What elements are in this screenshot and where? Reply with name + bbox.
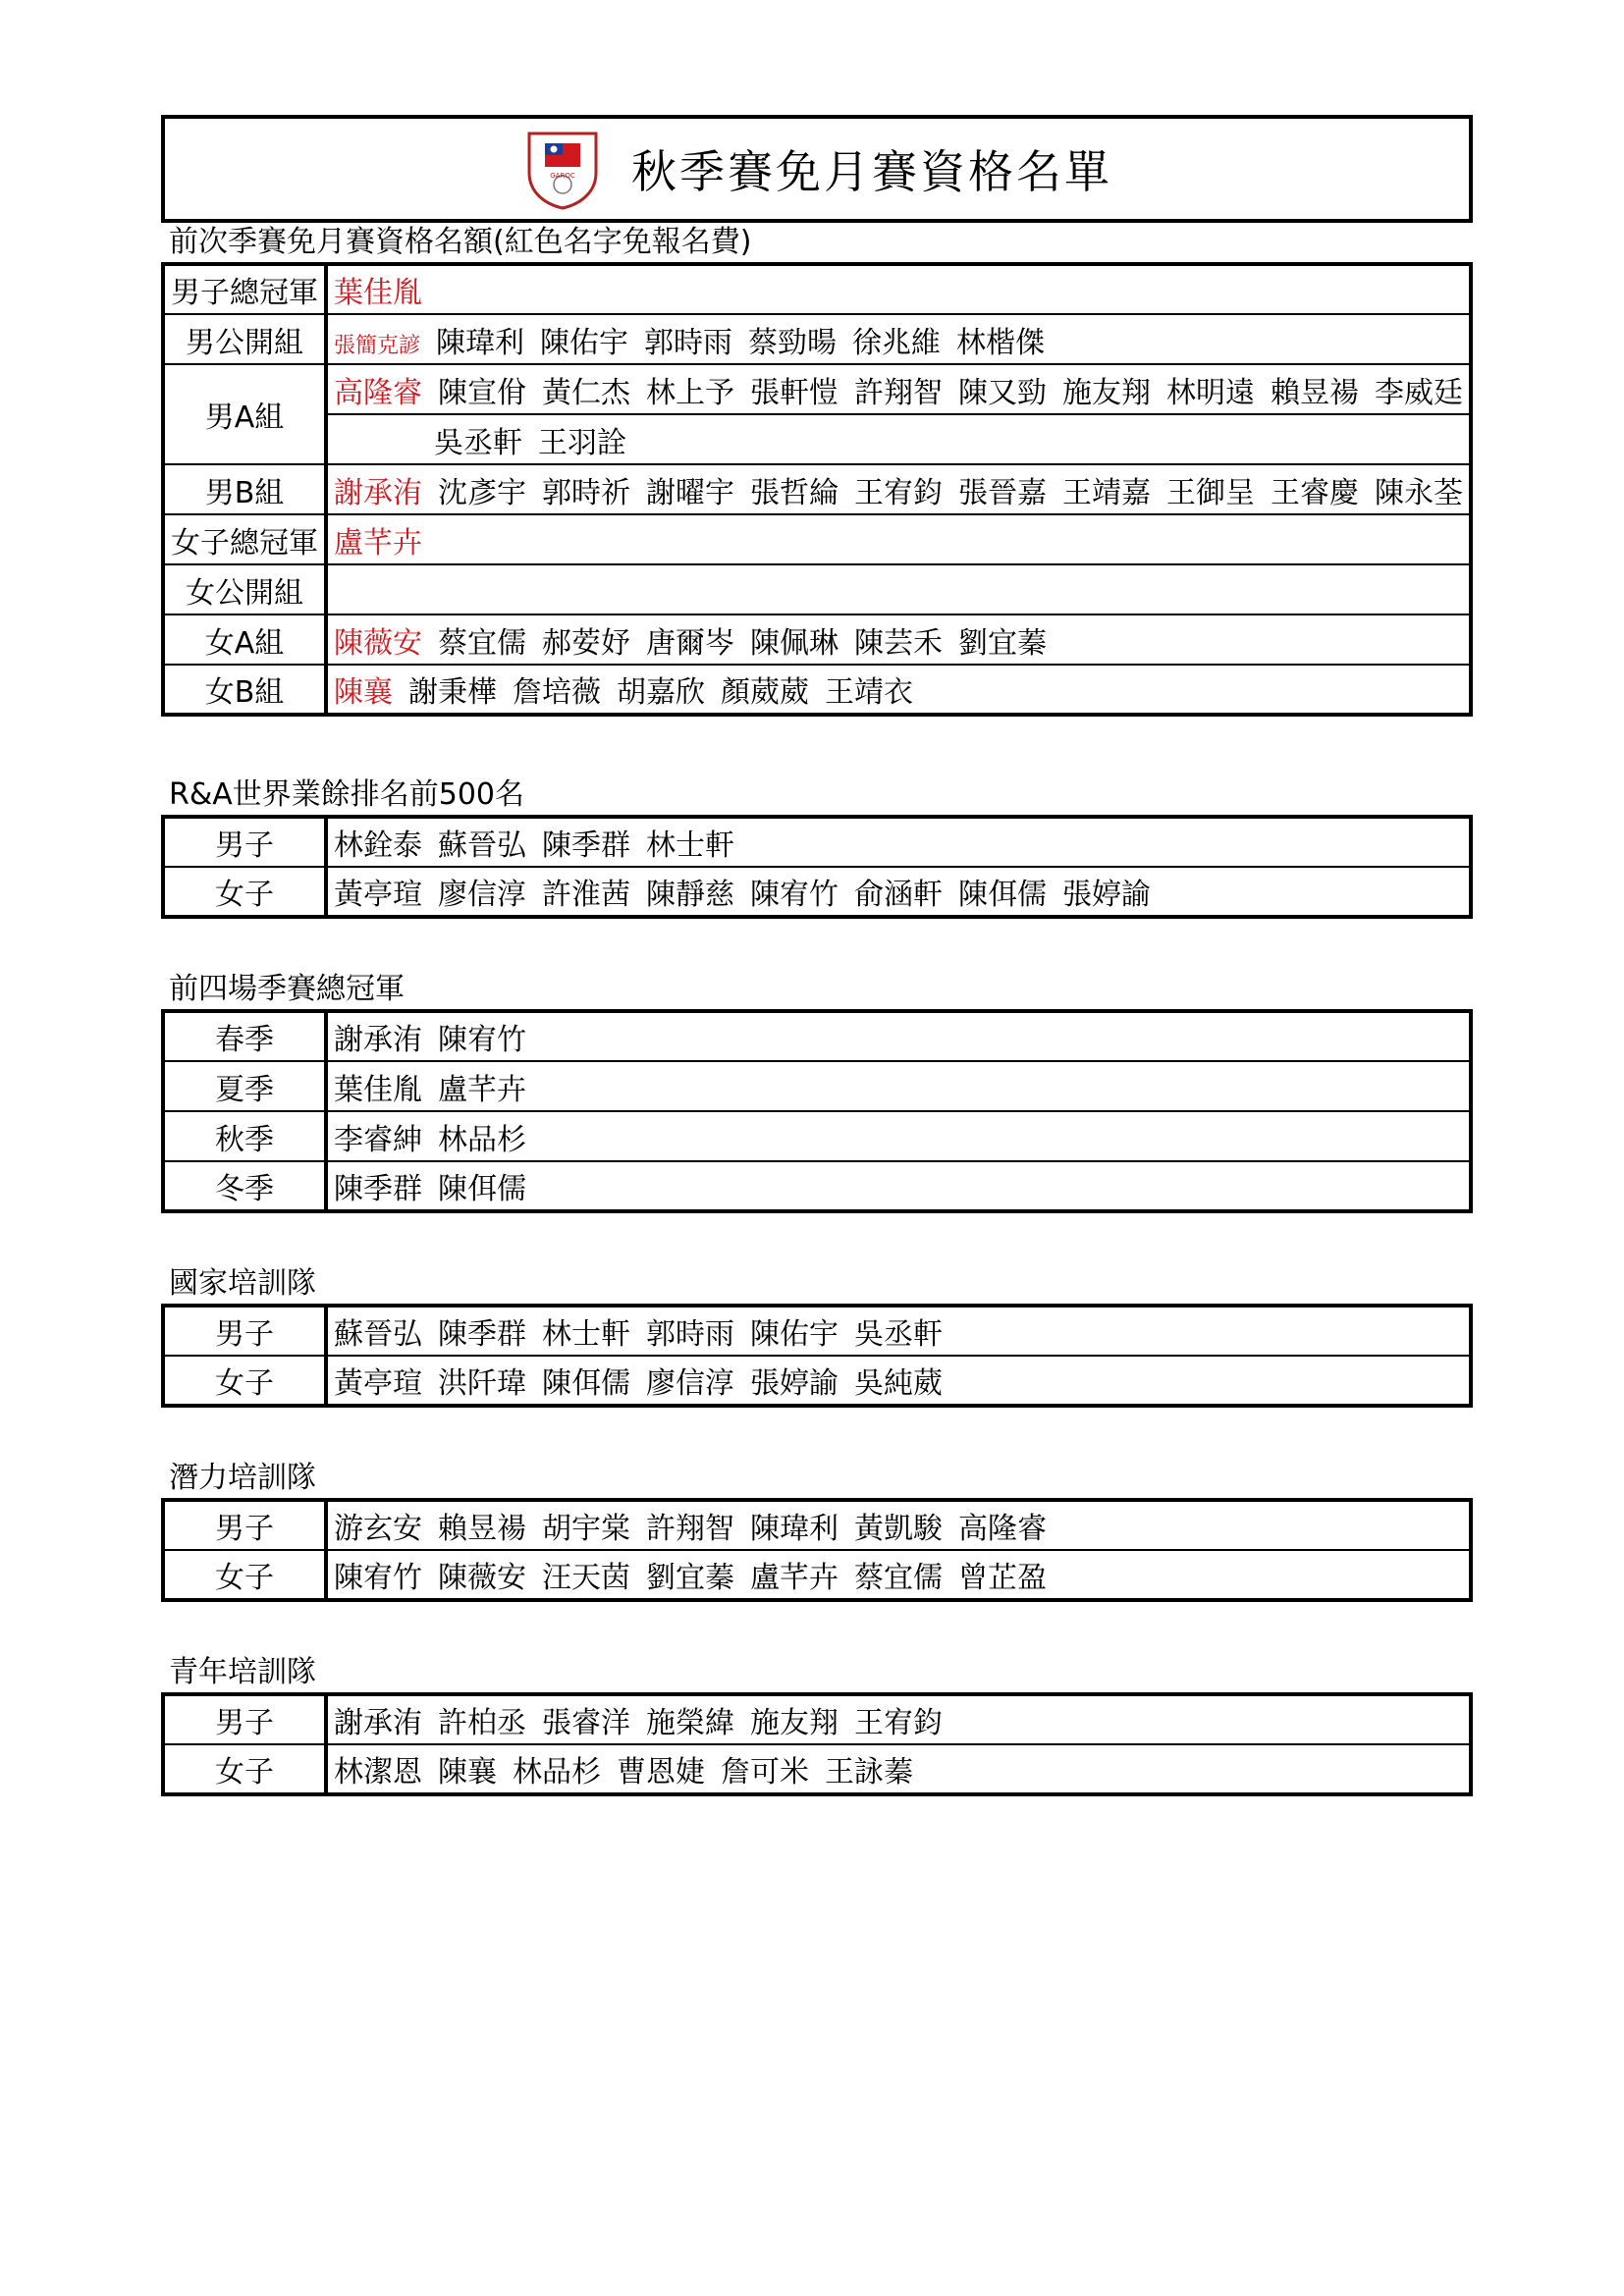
- player-name: 詹可米: [721, 1755, 809, 1789]
- category-cell: 男公開組: [163, 314, 326, 364]
- player-name: 詹培薇: [513, 675, 601, 710]
- table-row: [163, 564, 1471, 614]
- player-name: 林明遠: [1166, 375, 1255, 410]
- player-name: 林品杉: [438, 1122, 526, 1157]
- player-name: 王詠蓁: [825, 1755, 913, 1789]
- player-name: 林士軒: [646, 828, 734, 863]
- section-spacer: [161, 1213, 1473, 1264]
- player-name: 蔡宜儒: [854, 1561, 943, 1595]
- table-row: [163, 364, 1471, 414]
- player-name: 張簡克諺: [334, 333, 421, 358]
- player-name: 徐兆維: [852, 325, 942, 360]
- names-cell: [326, 1500, 1471, 1550]
- player-name: 張軒愷: [750, 375, 839, 410]
- player-name: 盧芊卉: [438, 1072, 526, 1107]
- player-name: 郝荌妤: [542, 625, 630, 661]
- player-name: 許柏丞: [438, 1706, 526, 1740]
- table-row: [163, 1061, 1471, 1111]
- table-row: [163, 1500, 1471, 1550]
- table-row: [163, 1011, 1471, 1061]
- player-name: 施友翔: [750, 1706, 839, 1740]
- qualification-table: [161, 1304, 1473, 1408]
- player-name: 陳襄: [334, 675, 393, 710]
- section-caption: 前四場季賽總冠軍: [169, 972, 405, 1006]
- player-name: 王睿慶: [1271, 475, 1359, 510]
- qualification-table: [161, 815, 1473, 919]
- player-name: 陳芸禾: [854, 625, 943, 661]
- section-caption: 潛力培訓隊: [169, 1461, 316, 1495]
- category-cell: 夏季: [163, 1061, 326, 1111]
- garoc-logo-icon: [521, 128, 604, 210]
- category-cell: 女B組: [163, 665, 326, 715]
- category-cell: 秋季: [163, 1111, 326, 1161]
- player-name: 劉宜蓁: [958, 625, 1047, 661]
- table-row: [163, 1111, 1471, 1161]
- player-name: 葉佳胤: [334, 276, 422, 310]
- player-name: 陳佴儒: [958, 878, 1047, 912]
- names-cell: [326, 1356, 1471, 1406]
- player-name: 謝承洧: [334, 1706, 422, 1740]
- player-name: 張婷諭: [750, 1366, 839, 1401]
- player-name: 謝曜宇: [646, 475, 734, 510]
- names-cell: [326, 1011, 1471, 1061]
- table-row: [163, 1744, 1471, 1794]
- player-name: 蘇晉弘: [334, 1317, 422, 1352]
- table-row: [163, 614, 1471, 665]
- player-name: 賴昱禓: [438, 1512, 526, 1546]
- table-row: [163, 414, 1471, 464]
- player-name: 張睿洋: [542, 1706, 630, 1740]
- title-banner: [161, 115, 1473, 223]
- player-name: 陳佴儒: [438, 1172, 526, 1206]
- player-name: 陳佑宇: [540, 325, 629, 360]
- player-name: 王靖嘉: [1062, 475, 1151, 510]
- names-cell: [326, 1161, 1471, 1211]
- player-name: 洪阡瑋: [438, 1366, 526, 1401]
- player-name: 張晉嘉: [958, 475, 1047, 510]
- qualification-table: [161, 1498, 1473, 1602]
- names-cell: [326, 364, 1471, 414]
- category-cell: 男A組: [163, 364, 326, 464]
- names-cell: [326, 1061, 1471, 1111]
- logo-lettering: GAROC: [550, 172, 575, 180]
- section-spacer: [161, 1602, 1473, 1653]
- player-name: 賴昱禓: [1271, 375, 1359, 410]
- player-name: 林士軒: [542, 1317, 630, 1352]
- table-row: [163, 1694, 1471, 1744]
- player-name: 俞涵軒: [854, 878, 943, 912]
- player-name: 蔡勁暘: [748, 325, 838, 360]
- player-name: 謝承洧: [334, 1023, 422, 1057]
- player-name: 陳季群: [334, 1172, 422, 1206]
- category-cell: 男子: [163, 817, 326, 867]
- player-name: 陳季群: [542, 828, 630, 863]
- table-row: [163, 264, 1471, 314]
- player-name: 盧芊卉: [750, 1561, 839, 1595]
- table-row: [163, 867, 1471, 917]
- table-row: [163, 514, 1471, 564]
- player-name: 施友翔: [1062, 375, 1151, 410]
- player-name: 許翔智: [646, 1512, 734, 1546]
- page-title: 秋季賽免月賽資格名單: [631, 145, 1112, 198]
- player-name: 黃亭瑄: [334, 1366, 422, 1401]
- category-cell: 女子: [163, 1356, 326, 1406]
- player-name: 廖信淳: [438, 878, 526, 912]
- category-cell: 女A組: [163, 614, 326, 665]
- names-cell: [326, 1744, 1471, 1794]
- player-name: 郭時祈: [542, 475, 630, 510]
- player-name: 胡宇棠: [542, 1512, 630, 1546]
- names-cell: [326, 817, 1471, 867]
- section-caption: 青年培訓隊: [169, 1655, 316, 1689]
- player-name: 陳薇安: [334, 625, 422, 661]
- player-name: 陳又勁: [958, 375, 1047, 410]
- category-cell: 男子: [163, 1694, 326, 1744]
- qualification-table: [161, 1009, 1473, 1213]
- category-cell: 男子: [163, 1500, 326, 1550]
- player-name: 林上予: [646, 375, 734, 410]
- names-cell: [326, 1111, 1471, 1161]
- names-cell: [326, 314, 1471, 364]
- player-name: 陳佴儒: [542, 1366, 630, 1401]
- player-name: 陳瑋利: [436, 325, 525, 360]
- names-cell: [326, 264, 1471, 314]
- names-cell: [326, 514, 1471, 564]
- section-caption: 國家培訓隊: [169, 1266, 316, 1301]
- player-name: 陳佑宇: [750, 1317, 839, 1352]
- player-name: 曾芷盈: [958, 1561, 1047, 1595]
- qualification-table: [161, 262, 1473, 717]
- table-row: [163, 1161, 1471, 1211]
- player-name: 曹恩婕: [617, 1755, 705, 1789]
- category-cell: 春季: [163, 1011, 326, 1061]
- player-name: 陳永荃: [1375, 475, 1463, 510]
- section-spacer: [161, 717, 1473, 775]
- category-cell: 女子: [163, 1744, 326, 1794]
- player-name: 張婷諭: [1062, 878, 1151, 912]
- names-cell: [326, 1694, 1471, 1744]
- names-cell: [326, 1550, 1471, 1600]
- player-name: 王宥鈞: [854, 1706, 943, 1740]
- player-name: 王御呈: [1166, 475, 1255, 510]
- player-name: 劉宜蓁: [646, 1561, 734, 1595]
- player-name: 高隆睿: [334, 375, 422, 410]
- table-row: [163, 1306, 1471, 1356]
- player-name: 陳宥竹: [334, 1561, 422, 1595]
- player-name: 蔡宜儒: [438, 625, 526, 661]
- sections-container: [161, 223, 1473, 1796]
- player-name: 盧芊卉: [334, 525, 422, 561]
- names-cell: [326, 614, 1471, 665]
- player-name: 沈彥宇: [438, 475, 526, 510]
- names-cell: [326, 665, 1471, 715]
- player-name: 林品杉: [513, 1755, 601, 1789]
- category-cell: 女子: [163, 1550, 326, 1600]
- player-name: 吳純葳: [854, 1366, 943, 1401]
- table-row: [163, 1356, 1471, 1406]
- player-name: 王靖衣: [825, 675, 913, 710]
- table-row: [163, 817, 1471, 867]
- player-name: 陳宣佾: [438, 375, 526, 410]
- player-name: 施榮緯: [646, 1706, 734, 1740]
- player-name: 黃亭瑄: [334, 878, 422, 912]
- player-name: 陳佩琳: [750, 625, 839, 661]
- player-name: 王羽詮: [538, 425, 626, 460]
- player-name: 張哲綸: [750, 475, 839, 510]
- player-name: 謝秉樺: [408, 675, 497, 710]
- player-name: 許淮茜: [542, 878, 630, 912]
- section-caption: 前次季賽免月賽資格名額(紅色名字免報名費): [169, 225, 752, 259]
- player-name: 胡嘉欣: [617, 675, 705, 710]
- player-name: 林銓泰: [334, 828, 422, 863]
- player-name: 陳宥竹: [438, 1023, 526, 1057]
- player-name: 黃仁杰: [542, 375, 630, 410]
- player-name: 蘇晉弘: [438, 828, 526, 863]
- names-cell: [326, 414, 1471, 464]
- player-name: 廖信淳: [646, 1366, 734, 1401]
- table-row: [163, 665, 1471, 715]
- player-name: 吳丞軒: [854, 1317, 943, 1352]
- section-spacer: [161, 1408, 1473, 1459]
- category-cell: 冬季: [163, 1161, 326, 1211]
- document-page: [161, 115, 1473, 1796]
- player-name: 高隆睿: [958, 1512, 1047, 1546]
- player-name: 謝承洧: [334, 475, 422, 510]
- category-cell: 男子總冠軍: [163, 264, 326, 314]
- category-cell: 女公開組: [163, 564, 326, 614]
- category-cell: 女子: [163, 867, 326, 917]
- section-spacer: [161, 919, 1473, 970]
- category-cell: 女子總冠軍: [163, 514, 326, 564]
- player-name: 林楷傑: [956, 325, 1046, 360]
- player-name: 陳襄: [438, 1755, 497, 1789]
- table-row: [163, 1550, 1471, 1600]
- section-caption: R&A世界業餘排名前500名: [169, 777, 525, 812]
- category-cell: 男B組: [163, 464, 326, 514]
- player-name: 陳宥竹: [750, 878, 839, 912]
- category-cell: 男子: [163, 1306, 326, 1356]
- table-row: [163, 464, 1471, 514]
- player-name: 吳丞軒: [434, 425, 522, 460]
- player-name: 汪天茵: [542, 1561, 630, 1595]
- names-cell: [326, 1306, 1471, 1356]
- player-name: 黃凱駿: [854, 1512, 943, 1546]
- player-name: 唐爾岑: [646, 625, 734, 661]
- player-name: 陳瑋利: [750, 1512, 839, 1546]
- player-name: 游玄安: [334, 1512, 422, 1546]
- player-name: 陳季群: [438, 1317, 526, 1352]
- qualification-table: [161, 1692, 1473, 1796]
- player-name: 郭時雨: [644, 325, 733, 360]
- player-name: 葉佳胤: [334, 1072, 422, 1107]
- names-cell: [326, 564, 1471, 614]
- table-row: [163, 314, 1471, 364]
- player-name: 許翔智: [854, 375, 943, 410]
- player-name: 陳薇安: [438, 1561, 526, 1595]
- player-name: 顏葳葳: [721, 675, 809, 710]
- names-cell: [326, 464, 1471, 514]
- player-name: 李睿紳: [334, 1122, 422, 1157]
- names-cell: [326, 867, 1471, 917]
- player-name: 王宥鈞: [854, 475, 943, 510]
- player-name: 陳靜慈: [646, 878, 734, 912]
- player-name: 李威廷: [1375, 375, 1463, 410]
- player-name: 林潔恩: [334, 1755, 422, 1789]
- player-name: 郭時雨: [646, 1317, 734, 1352]
